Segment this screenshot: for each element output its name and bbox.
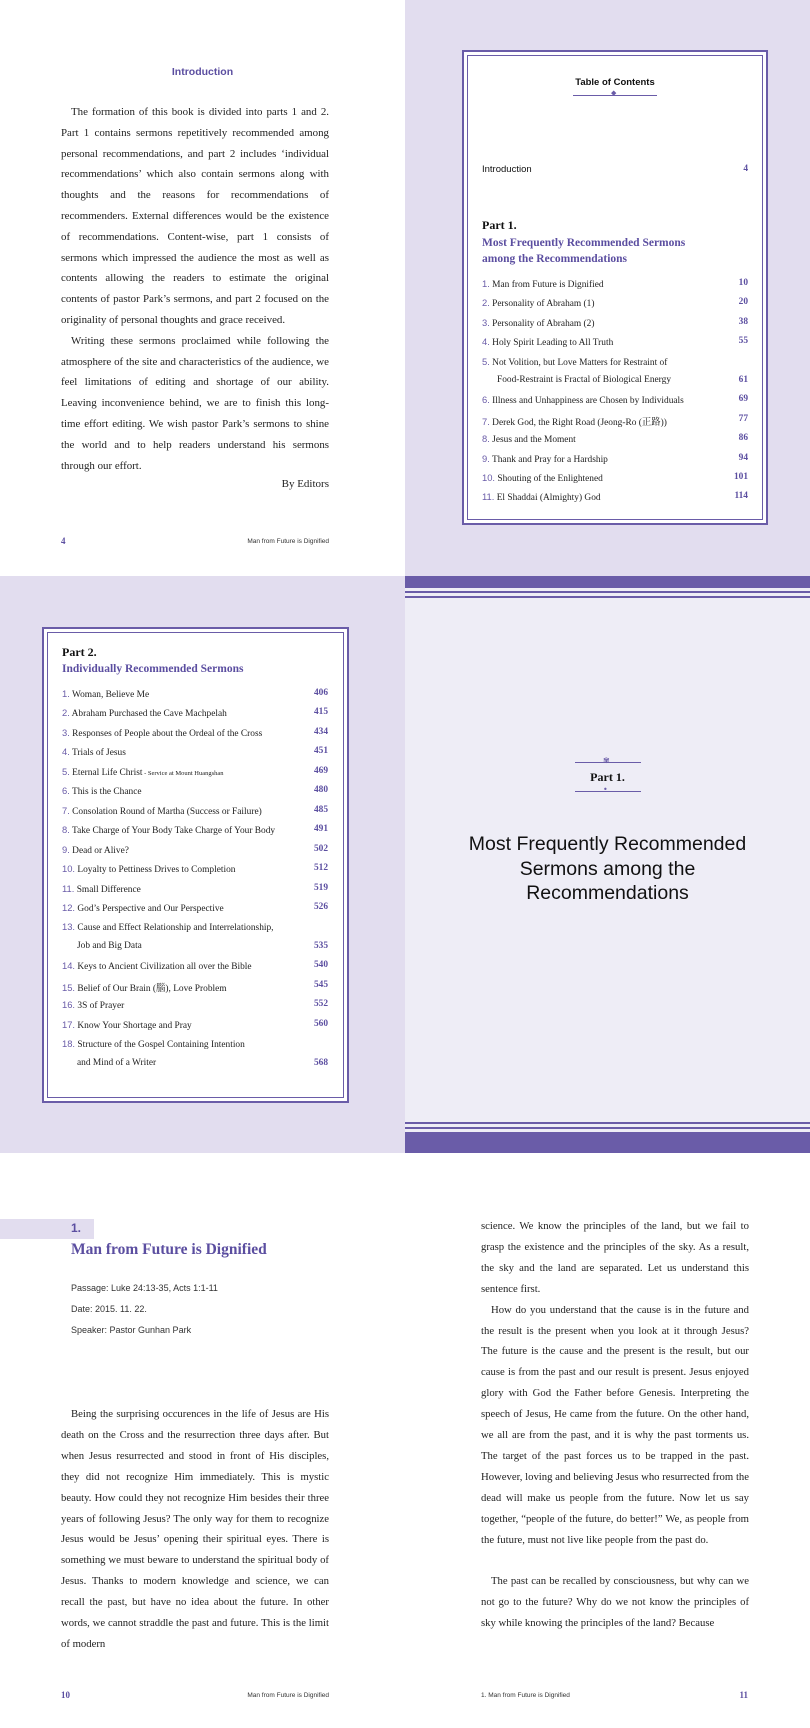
toc-item-number: 15. [62,981,76,993]
toc-item-title: Belief of Our Brain (腦), Love Problem [77,983,227,994]
toc-item-title: Man from Future is Dignified [492,280,604,290]
ornament-divider: • [575,787,641,795]
toc-item-title: Personality of Abraham (1) [492,299,595,310]
toc-item[interactable] [62,980,227,994]
introduction-paragraph: Writing these sermons proclaimed while following the atmosphere of the site and characteristics of the audience, we feel limitations of editing and shortage of our ability. Leaving inconvenience behind, we are to finish this long-time effort editing. We wish pastor Park’s sermons to shine the world and to help readers understand his sermons through our effort. [61,334,329,472]
toc-item-page: 519 [313,882,328,893]
toc-item-title: This is the Chance [72,787,142,798]
toc-item[interactable] [482,278,604,290]
toc-item-page: 20 [738,297,748,308]
toc-part-title-line: among the Recommendations [482,252,628,265]
toc-item[interactable] [482,414,667,428]
toc-item-title: Consolation Round of Martha (Success or Failure) [72,806,262,817]
introduction-title: Introduction [171,66,234,78]
toc-item-number: 3. [482,316,490,328]
toc-item-page: 94 [738,452,748,463]
chapter-passage: Passage: Luke 24:13-35, Acts 1:1-11 [71,1283,218,1293]
running-title: Man from Future is Dignified [247,538,329,545]
toc-item-page: 406 [313,688,328,698]
toc-item[interactable] [482,433,576,445]
toc-item-page: 38 [738,316,748,327]
toc-item-number: 12. [62,901,76,913]
toc-item[interactable] [62,805,262,817]
toc-item[interactable] [482,297,595,309]
chapter-number: 1. [71,1221,82,1235]
toc-item[interactable] [482,394,684,406]
toc-item[interactable] [62,785,142,797]
toc-item[interactable] [62,746,126,758]
toc-item[interactable] [62,707,227,719]
toc-item-page: 114 [734,491,748,502]
toc-item-page: 545 [313,979,328,990]
toc-item-number: 2. [482,297,490,309]
toc-part-title: Individually Recommended Sermons [62,663,244,675]
toc-intro-page: 4 [743,164,748,174]
ornament-divider [573,92,657,98]
part-title-line: Most Frequently Recommended [468,833,747,855]
toc-item-title: Eternal Life Christ [72,767,143,778]
toc-item-number: 5. [62,765,70,777]
toc-item-page: 469 [313,765,328,776]
toc-item[interactable] [62,999,124,1011]
toc-item-number: 4. [62,746,70,758]
toc-item-number: 2. [62,707,70,719]
body-paragraph: The past can be recalled by consciousness, but why can we not go to the future? Why do we not know the principles of sky while knowing the principles of the land? Because [481,1575,749,1630]
page-number: 4 [61,536,66,546]
ornament-divider: ✾ [575,758,641,766]
toc-item[interactable] [62,844,129,856]
decorative-band [405,576,810,588]
toc-item-title: Illness and Unhappiness are Chosen by Individuals [492,396,684,407]
toc-item-title: Responses of People about the Ordeal of the Cross [72,728,263,739]
toc-item-title: Take Charge of Your Body Take Charge of Your Body [72,826,276,837]
toc-item-title: Know Your Shortage and Pray [77,1020,192,1031]
toc-item-page: 535 [313,940,328,951]
running-title: 1. Man from Future is Dignified [481,1692,570,1699]
toc-item[interactable] [482,317,595,329]
toc-item[interactable] [482,453,608,465]
toc-item-page: 69 [738,394,748,405]
toc-item-page: 568 [313,1057,328,1068]
toc-item-title: Derek God, the Right Road (Jeong-Ro (正路)) [492,417,667,428]
toc-item-page: 101 [733,472,748,482]
toc-item-number: 7. [482,415,490,427]
toc-item-page: 502 [313,843,328,854]
toc-item-title: Trials of Jesus [72,748,126,759]
chapter-body [61,1404,329,1655]
toc-item-number: 11. [482,491,495,503]
toc-item-number: 8. [482,433,490,445]
toc-part-title-line: Most Frequently Recommended Sermons [482,237,686,249]
toc-item-page: 491 [313,824,328,835]
toc-item-number: 7. [62,804,70,816]
toc-item-number: 10. [482,472,496,483]
chapter-date: Date: 2015. 11. 22. [71,1304,147,1314]
toc-item[interactable] [482,472,603,484]
toc-part-label: Part 1. [482,218,517,232]
toc-item[interactable] [62,766,224,778]
toc-heading: Table of Contents [575,77,655,88]
toc-item-page: 434 [313,726,328,737]
toc-item[interactable] [62,902,224,914]
decorative-rule [405,596,810,598]
toc-item[interactable] [62,883,141,895]
toc-item-title: 3S of Prayer [77,1001,125,1012]
toc-item-title: Keys to Ancient Civilization all over the Bible [77,962,252,973]
toc-item[interactable] [482,336,613,348]
toc-item[interactable] [62,824,275,836]
toc-item-page: 61 [738,375,748,385]
toc-item-title: Thank and Pray for a Hardship [492,454,608,465]
toc-item-page: 451 [313,746,328,757]
toc-item-title: Woman, Believe Me [72,690,150,700]
toc-item[interactable] [62,727,262,739]
toc-item-title: Holy Spirit Leading to All Truth [492,338,614,349]
toc-intro-link[interactable]: Introduction [482,164,532,175]
toc-item-title: Jesus and the Moment [492,435,576,446]
toc-item-number: 9. [62,843,70,855]
chapter-title: Man from Future is Dignified [71,1241,267,1258]
toc-item[interactable] [62,688,149,700]
toc-item-title: Dead or Alive? [72,845,129,856]
toc-item-number: 10. [62,863,76,875]
toc-item[interactable] [62,1038,245,1050]
toc-item[interactable] [482,491,601,503]
toc-item-number: 3. [62,726,70,738]
part-label: Part 1. [590,770,625,784]
toc-item-page: 552 [313,999,328,1010]
introduction-body [61,102,329,476]
decorative-band [405,1132,810,1153]
part-title-line: Recommendations [526,882,689,904]
toc-item[interactable] [62,921,274,933]
toc-item[interactable] [62,863,235,875]
toc-item-page: 485 [313,804,328,815]
toc-item-page: 560 [313,1018,328,1029]
toc-item-title: God’s Perspective and Our Perspective [77,903,224,914]
continuation-body [481,1216,749,1634]
body-paragraph: Being the surprising occurences in the life of Jesus are His death on the Cross and the resurrection three days after. But when Jesus resurrected and stood in front of His disciples, they did not recognize Him immediately. This is mystic beauty. How could they not recognize Him besides their three years of following Jesus? The only way for them to recognize Jesus would be Jesus’ opening their spiritual eyes. There is something we must beware to understand the spiritual body of Jesus. Thanks to modern knowledge and science, we can recall the past, but have no idea about the future. In other words, we cannot straddle the past and future. This is the limit of modern [61,1408,329,1650]
body-paragraph: How do you understand that the cause is in the future and the result is the present when you look at it through Jesus? The future is the cause and the present is the result, but our cause is from the past and our result is present. Jesus enjoyed glory with God the Father before Genesis. Interpreting the speech of Jesus, He came from the future. On the other hand, we all are from the past, and it is why the past torments us. The target of the past forces us to be trapped in the past. However, loving and believing Jesus who resurrected from the dead will make us people from the future. Now let us say together, “people of the future, do better!” We, as people from the future, must not live like people from the past do. [481,1303,749,1546]
toc-item-page: 512 [313,863,328,874]
page-number: 11 [739,1690,748,1700]
decorative-rule [405,1122,810,1124]
toc-item[interactable] [62,960,252,972]
toc-item-page: 55 [738,336,748,347]
part-title-line: Sermons among the [519,857,696,880]
page-number: 10 [61,1690,70,1700]
toc-item-number: 13. [62,921,76,933]
toc-item-title: Small Difference [76,884,141,895]
toc-item[interactable] [482,356,667,368]
toc-item-number: 1. [482,278,490,289]
toc-item-page: 415 [313,707,328,718]
toc-item-number: 1. [62,688,70,699]
toc-item-page: 77 [738,413,748,424]
toc-item-number: 5. [482,355,490,367]
toc-item-title: Loyalty to Pettiness Drives to Completion [77,865,236,876]
introduction-signature: By Editors [281,478,329,490]
toc-item-number: 8. [62,824,70,836]
body-paragraph: science. We know the principles of the land, but we fail to grasp the existence and the principles of the sky. As a result, the sky and the land are separated. Let us understand this sentence first. [481,1220,749,1295]
toc-item-title: Shouting of the Enlightened [497,474,603,484]
toc-item-number: 16. [62,999,76,1011]
toc-item-number: 6. [482,394,490,406]
toc-item-number: 11. [62,882,75,894]
toc-item[interactable] [62,1019,192,1031]
toc-item-number: 17. [62,1018,76,1030]
decorative-rule [405,1127,810,1129]
toc-part-label: Part 2. [62,645,97,659]
chapter-speaker: Speaker: Pastor Gunhan Park [71,1325,192,1335]
toc-item-page: 526 [313,901,328,912]
toc-item-title: Cause and Effect Relationship and Interrelationship, [77,923,274,934]
toc-item-title: Structure of the Gospel Containing Intention [77,1040,245,1051]
toc-item-page: 540 [313,960,328,971]
toc-item-title: Not Volition, but Love Matters for Restraint of [492,357,668,368]
decorative-rule [405,591,810,593]
toc-item-number: 14. [62,960,76,972]
toc-item-title: Abraham Purchased the Cave Machpelah [71,709,227,720]
toc-item-page: 480 [313,785,328,796]
toc-item-title-continued[interactable]: Job and Big Data [77,940,142,951]
part-title [405,832,810,906]
toc-item-number: 9. [482,452,490,464]
toc-item-title: Personality of Abraham (2) [492,318,595,329]
toc-item-page: 86 [738,433,748,444]
toc-item-number: 4. [482,336,490,348]
introduction-paragraph: The formation of this book is divided into parts 1 and 2. Part 1 contains sermons repetitively recommended among personal recommendations, and part 2 includes ‘individual recommendations’ which also contain sermons along with thoughts and the reasons for recommendations of recommenders. External differences would be the existence of recommendations. Content-wise, part 1 consists of sermons which impressed the audience the most as well as contents allowing the readers to estimate the original contents of pastor Park’s sermons, and part 2 focused on the originality of personal thoughts and grace received. [61,106,329,326]
toc-item-title-continued[interactable]: and Mind of a Writer [77,1057,157,1068]
toc-item-title: El Shaddai (Almighty) God [496,493,601,504]
toc-item-number: 6. [62,785,70,797]
toc-item-subtitle: - Service at Mount Huangshan [142,769,224,777]
toc-item-title-continued[interactable]: Food-Restraint is Fractal of Biological Energy [497,375,672,385]
toc-part-title [482,236,685,267]
toc-item-number: 18. [62,1038,76,1050]
running-title: Man from Future is Dignified [247,1692,329,1699]
toc-item-page: 10 [738,278,748,288]
